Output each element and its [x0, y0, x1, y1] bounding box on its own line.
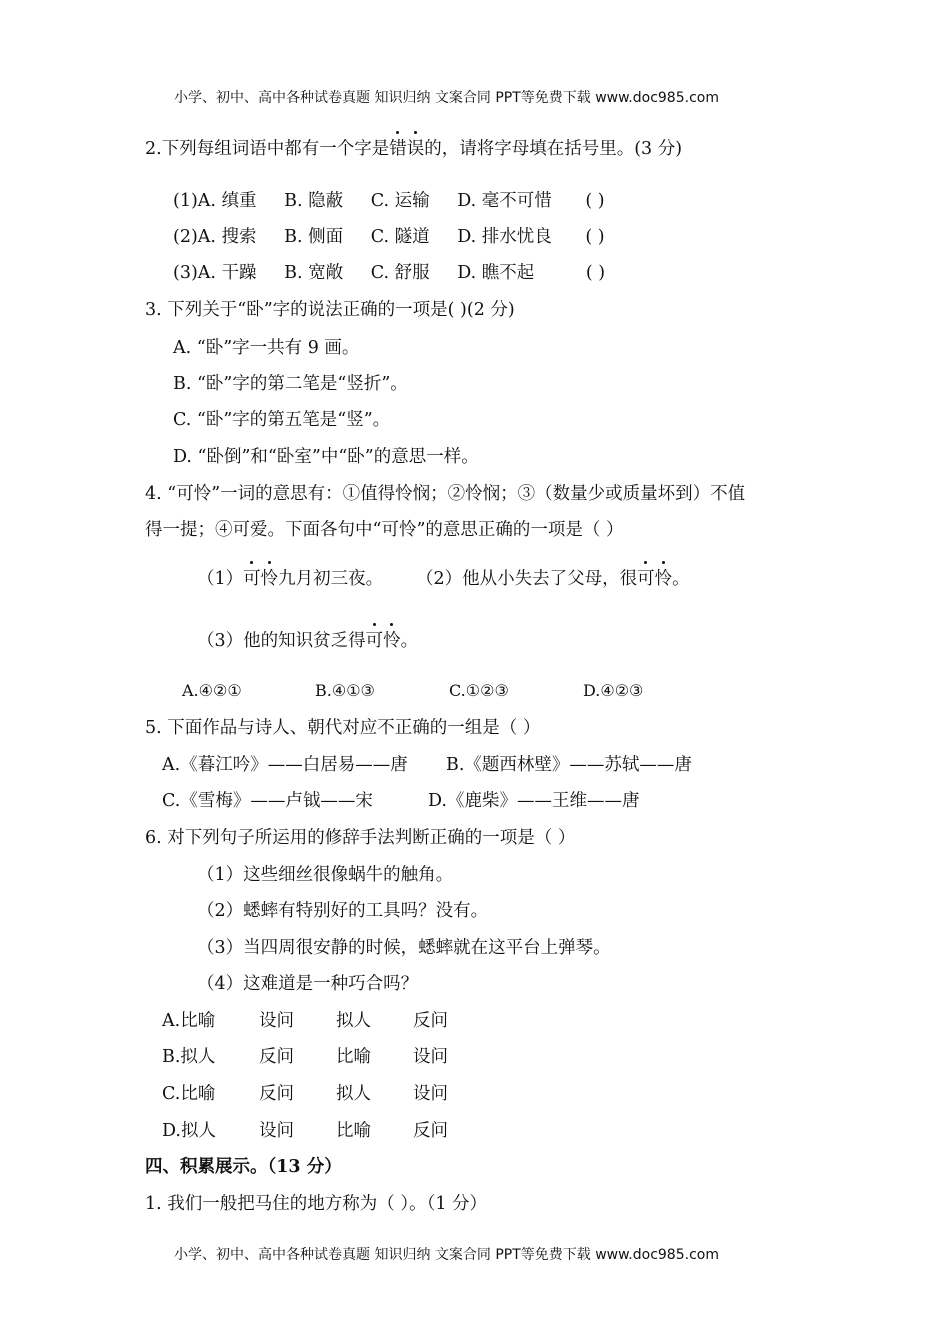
q6-sentence-3: （3）当四周很安静的时候，蟋蟀就在这平台上弹琴。 — [197, 938, 611, 958]
q4-sentence-2 — [416, 567, 690, 591]
q6-choice-c-4: 设问 — [413, 1084, 448, 1104]
q4-s3-post: 。 — [400, 631, 419, 651]
q3-stem: 3. 下列关于“卧”字的说法正确的一项是( )(2 分) — [145, 300, 515, 320]
page-header: 小学、初中、高中各种试卷真题 知识归纳 文案合同 PPT等免费下载 www.doc985.com — [174, 90, 719, 106]
q6-choice-d-label: D.拟人 — [162, 1121, 216, 1141]
q2-stem — [145, 137, 682, 161]
q3-option-a: A. “卧”字一共有 9 画。 — [173, 338, 360, 358]
q2-row-3-b: B. 宽敞 — [284, 263, 344, 283]
q6-choice-a-2: 设问 — [259, 1011, 294, 1031]
q6-sentence-4: （4）这难道是一种巧合吗？ — [197, 974, 419, 994]
q6-choice-c-label: C.比喻 — [162, 1084, 216, 1104]
q4-answer-b: B.④①③ — [315, 681, 375, 700]
q2-dot-char-2: 误 — [406, 139, 425, 159]
q6-choice-d-2: 设问 — [259, 1121, 294, 1141]
q2-row-1-b: B. 隐蔽 — [284, 191, 344, 211]
q4-s2-dot-2: 怜 — [654, 569, 673, 589]
q6-choice-b-2: 反问 — [259, 1047, 294, 1067]
q4-answer-d: D.④②③ — [583, 681, 644, 700]
q4-answer-c: C.①②③ — [449, 681, 509, 700]
q4-s2-post: 。 — [672, 569, 690, 589]
q5-option-c: C.《雪梅》——卢钺——宋 — [162, 791, 373, 811]
q2-dot-char-1: 错 — [389, 139, 407, 159]
q3-option-d: D. “卧倒”和“卧室”中“卧”的意思一样。 — [173, 447, 479, 467]
q2-stem-post: 的，请将字母填在括号里。(3 分) — [424, 139, 683, 159]
section-4-title: 四、积累展示。（13 分） — [145, 1157, 342, 1177]
q4-sentence-3 — [197, 629, 418, 653]
q3-option-b: B. “卧”字的第二笔是“竖折”。 — [173, 374, 408, 394]
q4-s1-post: 九月初三夜。 — [278, 569, 384, 589]
q4-answer-a: A.④②① — [182, 681, 242, 700]
q6-choice-d-4: 反问 — [413, 1121, 448, 1141]
q4-sentence-1 — [197, 567, 383, 591]
q4-s3-dot-2: 怜 — [383, 631, 401, 651]
q6-choice-a-3: 拟人 — [336, 1011, 371, 1031]
section-4-q1: 1. 我们一般把马住的地方称为（ ）。（1 分） — [145, 1194, 488, 1214]
q2-row-2-b: B. 侧面 — [284, 227, 344, 247]
q6-choice-c-2: 反问 — [259, 1084, 294, 1104]
q6-choice-a-4: 反问 — [413, 1011, 448, 1031]
q2-row-2-a: (2)A. 搜索 — [173, 227, 257, 247]
q5-option-b: B.《题西林壁》——苏轼——唐 — [446, 755, 692, 775]
q2-row-1 — [173, 189, 605, 213]
q4-s1-dot-1: 可 — [243, 569, 261, 589]
q2-row-3-c: C. 舒服 — [370, 263, 430, 283]
q6-choice-b-label: B.拟人 — [162, 1047, 216, 1067]
q6-sentence-2: （2）蟋蟀有特别好的工具吗？没有。 — [197, 901, 489, 921]
q4-s2-dot-1: 可 — [637, 569, 655, 589]
q2-row-2 — [173, 225, 605, 249]
q2-row-1-d: D. 毫不可惜 — [457, 191, 552, 211]
q6-choice-c-3: 拟人 — [336, 1084, 371, 1104]
q4-s3-pre: （3）他的知识贫乏得 — [197, 631, 366, 651]
q2-row-2-blank: ( ) — [585, 227, 605, 247]
q2-stem-pre: 2.下列每组词语中都有一个字是 — [145, 139, 390, 159]
q4-s1-dot-2: 怜 — [260, 569, 279, 589]
q2-row-3-blank: ( ) — [585, 263, 606, 283]
q2-row-1-blank: ( ) — [585, 191, 605, 211]
q5-option-a: A.《暮江吟》——白居易——唐 — [162, 755, 408, 775]
q2-row-1-a: (1)A. 缜重 — [173, 191, 257, 211]
q4-s1-pre: （1） — [197, 569, 244, 589]
q6-choice-d-3: 比喻 — [336, 1121, 371, 1141]
q2-row-1-c: C. 运输 — [370, 191, 430, 211]
q6-sentence-1: （1）这些细丝很像蜗牛的触角。 — [197, 865, 454, 885]
q2-row-3-a: (3)A. 干躁 — [173, 263, 257, 283]
q2-row-3 — [173, 261, 605, 285]
q6-choice-b-3: 比喻 — [336, 1047, 371, 1067]
q4-s2-pre: （2）他从小失去了父母，很 — [416, 569, 638, 589]
q4-s3-dot-1: 可 — [365, 631, 384, 651]
q5-stem: 5. 下面作品与诗人、朝代对应不正确的一组是（ ） — [145, 718, 541, 738]
q2-row-2-c: C. 隧道 — [370, 227, 430, 247]
q4-stem-line-1: 4. “可怜”一词的意思有：①值得怜悯；②怜悯；③（数量少或质量坏到）不值 — [145, 484, 746, 504]
q5-option-d: D.《鹿柴》——王维——唐 — [428, 791, 640, 811]
q3-option-c: C. “卧”字的第五笔是“竖”。 — [173, 410, 391, 430]
q6-choice-a-label: A.比喻 — [162, 1011, 216, 1031]
q6-choice-b-4: 设问 — [413, 1047, 448, 1067]
q2-row-2-d: D. 排水忧良 — [457, 227, 552, 247]
q4-stem-line-2: 得一提；④可爱。下面各句中“可怜”的意思正确的一项是（ ） — [145, 520, 624, 540]
q6-stem: 6. 对下列句子所运用的修辞手法判断正确的一项是（ ） — [145, 828, 576, 848]
page-footer: 小学、初中、高中各种试卷真题 知识归纳 文案合同 PPT等免费下载 www.doc985.com — [174, 1247, 719, 1263]
q2-row-3-d: D. 瞧不起 — [457, 263, 535, 283]
